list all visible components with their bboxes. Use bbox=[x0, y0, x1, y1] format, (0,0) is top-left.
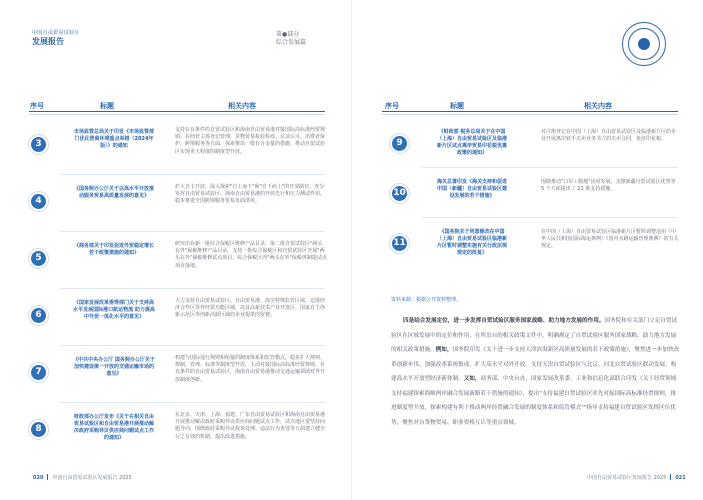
row-number-badge: 7 bbox=[31, 365, 46, 380]
table-row bbox=[0, 292, 351, 349]
table-row bbox=[0, 349, 351, 406]
paragraph-body: 国务院和有关部门立足自贸试验区在区域发展中的定位和作用，在所出台的相关政策文件中，明确规定了自贸试验区服务国家战略、助力地方发展的相关政策措施。 bbox=[391, 318, 678, 353]
column-header-title: 标题 bbox=[100, 102, 114, 110]
row-title: 财政部办公厅发布《关于在相关自由贸易试验区和自由贸易港开展推动解决政府采购异议供应商问题试点工作的通知》 bbox=[73, 414, 154, 441]
footer-report-title-left: 中国自由贸易试验区发展报告 2025 bbox=[52, 475, 132, 481]
paragraph-example-label-1: 例如， bbox=[435, 347, 453, 353]
paragraph-example-label-2: 又如， bbox=[463, 376, 481, 382]
seal-core bbox=[638, 38, 650, 50]
row-number-badge: 8 bbox=[31, 422, 46, 437]
part-label-block bbox=[276, 31, 306, 47]
table-header-subrule bbox=[382, 114, 678, 115]
footer-separator bbox=[47, 474, 48, 480]
row-title: 《中共中央办公厅 国务院办公厅关于加快建设统一开放的交通运输市场的意见》 bbox=[73, 357, 155, 377]
row-number-badge: 5 bbox=[31, 251, 46, 266]
row-divider bbox=[60, 288, 325, 289]
row-content: 构建与国际通行规则相衔接的制度体系和监管模式，稳步扩大规则、规制、管理、标准等制度型开放。主动对接国际高标准经贸规则，在有条件的自由贸易试验区、海南自由贸易港推动交通运输领域对外开放制度创新。 bbox=[175, 355, 326, 383]
row-divider bbox=[60, 402, 325, 403]
column-header-no: 序号 bbox=[30, 102, 44, 110]
table-row bbox=[352, 171, 703, 221]
table-row bbox=[0, 235, 351, 292]
row-content: 扩大自主开放，深入探索"自上而下"和"自下而上"的开放路径，充分发挥自由贸易试验区、海南自由贸易港的开放先行和压力测试作用，稳步推进全国跨境服务贸易负面清单。 bbox=[175, 184, 326, 205]
footer-separator bbox=[670, 474, 671, 480]
row-divider bbox=[60, 345, 325, 346]
row-divider bbox=[422, 217, 678, 218]
body-paragraph bbox=[391, 314, 681, 430]
part-title: 综合发展篇 bbox=[276, 39, 307, 46]
table-row bbox=[352, 121, 703, 171]
row-number-badge: 11 bbox=[392, 236, 407, 251]
row-divider bbox=[422, 167, 678, 168]
paragraph-lead: 四是结合发展定位，进一步发挥自贸试验区服务国家战略、助力地方发展的作用。 bbox=[403, 318, 605, 324]
part-label: 第●部分 bbox=[276, 31, 300, 38]
data-source-note: 资料来源：根据公开资料整理。 bbox=[391, 297, 462, 303]
column-header-content: 相关内容 bbox=[584, 102, 612, 110]
row-divider bbox=[60, 174, 325, 175]
row-number-badge: 3 bbox=[31, 137, 46, 152]
brand-title: 发展报告 bbox=[32, 37, 64, 46]
seal-inner-ring bbox=[628, 28, 660, 60]
brand-subtitle: 中国自由贸易试验区 bbox=[32, 30, 80, 36]
page-number-right: 021 bbox=[675, 475, 686, 481]
ftz-seal-logo bbox=[622, 22, 666, 66]
report-brand bbox=[32, 30, 80, 47]
table-header-rule bbox=[29, 111, 325, 112]
row-content: 研究出台新一批综合保税区维修产品目录，第二批自贸试验区"两头在外"保税维修产品目录。支持一批综合保税区和自贸试验区开展"两头在外"保税维修试点项目，综合保税区内"两头在外"保税再制造试点项目落地。 bbox=[175, 241, 327, 269]
row-content: 围绕推动"口岸＋腹地"协同发展、支撑新疆自贸试验区优势等 5 个方面提出了 21 条支持措施。 bbox=[541, 179, 676, 193]
row-content: 支持在有条件的自贸试验区和海南自由贸易港对接国际高标准经贸规则，在经营主体登记管理、货物贸易检验检疫、认证认可、消费者保护、跨境服务等方面，探索推出一批有含金量的措施，推动自贸试验区实现更大程度的制度型开放。 bbox=[175, 127, 326, 155]
footer-report-title-right: 中国自由贸易试验区发展报告 2025 bbox=[587, 475, 667, 481]
row-title: 市场监管总局关于印发《市场监管部门优化营商环境重点举措（2024年版）》的通知 bbox=[73, 129, 154, 149]
row-number-badge: 9 bbox=[392, 136, 407, 151]
table-row bbox=[0, 178, 351, 235]
row-divider bbox=[60, 231, 325, 232]
paragraph-example-1: 国务院印发《关于进一步支持天津滨海新区高质量发展的若干政策措施》，聚焦进一步加快改革创新步伐、加强改革系统集成，扩大高水平对外开放，支持天津自贸试验区与北京、河北自贸试验区联动发展，构建高水平开放型经济新体制。 bbox=[391, 347, 680, 382]
row-content: 在北京、天津、上海、福建、广东自由贸易试验区和海南自由贸易港开展推动解决政府采购异议供应商问题试点工作，试点地区要坚持问题导向，围绕政府采购异议投诉处理、违法行为查处等方面建立健全行之有效的机制，提出改进措施。 bbox=[175, 412, 326, 440]
row-title: 海关总署印发《海关支持和促进中国（新疆）自由贸易试验区建设发展的若干措施》 bbox=[436, 179, 507, 199]
row-title: 《国务院关于同意修改在中国（上海）自由贸易试验区临港新片区暂时调整实施有关行政法规规定的批复》 bbox=[436, 229, 507, 256]
row-number-badge: 10 bbox=[392, 186, 407, 201]
paragraph-example-2: 商务部、中央台办、国家发展改革委、工业和信息化部联合印发《关于经贸领域支持福建探索海峡两岸融合发展新路若干措施的通知》，提出"支持福建自贸试验区率先对接国际高标准经贸规则，推进制度型开放，探索构建有利于推动两岸经贸融合发展的制度体系和监管模式""指导支持福建自贸试验区发挥区位优势，聚焦对台货物贸易、职业资格互认等重点领域。 bbox=[391, 376, 677, 426]
column-header-no: 序号 bbox=[385, 102, 399, 110]
table-row bbox=[0, 406, 351, 463]
left-footer bbox=[33, 474, 132, 481]
row-content: 在中国（上海）自由贸易试验区临港新片区暂时调整适用《中华人民共和国国际海运条例》《国内水路运输管理条例》的有关规定。 bbox=[541, 229, 679, 250]
column-header-content: 相关内容 bbox=[228, 102, 256, 110]
row-content: 大力支持自由贸易试验区、自由贸易港、海关特殊监管区域、边境经济合作区等外经贸功能区域，以及高新技术产业开发区、国家自主创新示范区等创新活跃区域的企业提供内贸便。 bbox=[175, 298, 326, 319]
row-title: 《国家发展改革委等部门关于支持高水平发展国际港口航运物流 助力提高中外贸一体化水平的意见》 bbox=[73, 300, 155, 320]
row-title: 《财政部 税务总局关于在中国（上海）自由贸易试验区及临港新片区试点离岸贸易印花税优惠政策的通知》 bbox=[436, 129, 507, 156]
row-number-badge: 6 bbox=[31, 308, 46, 323]
left-page bbox=[0, 0, 351, 500]
row-title: 《国务院办公厅关于以高水平开放推动服务贸易高质量发展的意见》 bbox=[73, 186, 154, 199]
right-footer bbox=[587, 474, 686, 481]
row-content: 对注册登记在中国（上海）自由贸易试验区及临港新片区的企业开展离岸转手买卖业务书立的买卖合同，免征印花税。 bbox=[541, 129, 677, 143]
table-header-rule bbox=[382, 111, 678, 112]
table-row bbox=[0, 121, 351, 178]
table-header-subrule bbox=[29, 114, 325, 115]
row-title: 《商务部关于印发促进外贸稳定增长若干政策措施的通知》 bbox=[73, 243, 154, 256]
table-row bbox=[352, 221, 703, 271]
row-number-badge: 4 bbox=[31, 194, 46, 209]
column-header-title: 标题 bbox=[450, 102, 464, 110]
page-number-left: 020 bbox=[33, 475, 44, 481]
